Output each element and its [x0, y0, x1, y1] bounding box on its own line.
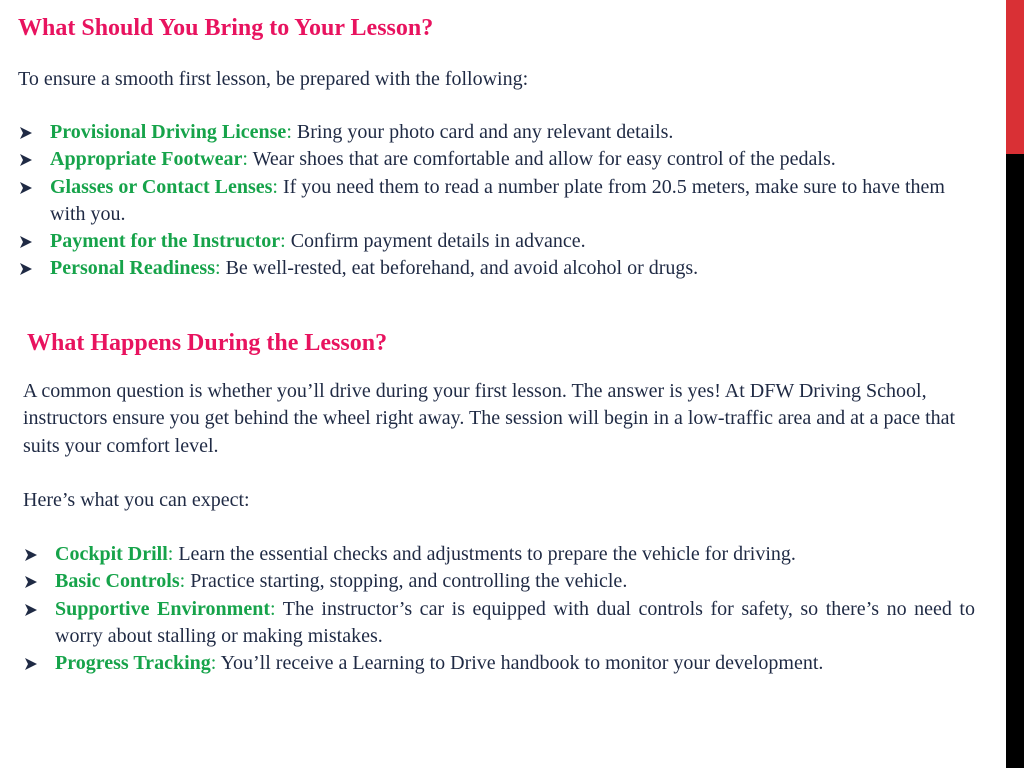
- lesson-paragraph: A common question is whether you’ll drive during your first lesson. The answer is yes! At DFW Driving School, instructors ensure you get behind the wheel right away. The session will begin in a low-traffic area and at a pace that suits your comfort level.: [23, 380, 956, 457]
- item-term: Cockpit Drill: [55, 543, 168, 565]
- arrow-bullet-icon: [25, 549, 37, 561]
- list-item: Provisional Driving License: Bring your photo card and any relevant details.: [18, 119, 980, 146]
- arrow-bullet-icon: [20, 182, 32, 194]
- arrow-bullet-icon: [25, 658, 37, 670]
- item-text: Learn the essential checks and adjustments to prepare the vehicle for driving.: [173, 543, 796, 565]
- item-text: The instructor’s car is equipped with dual controls for safety, so there’s no need to worry about stalling or making mistakes.: [55, 597, 975, 647]
- side-bar: [1006, 0, 1024, 768]
- list-item: Glasses or Contact Lenses: If you need them to read a number plate from 20.5 meters, make sure to have them with you.: [18, 174, 980, 229]
- intro-text: To ensure a smooth first lesson, be prepared with the following:: [18, 68, 529, 90]
- list-item: Appropriate Footwear: Wear shoes that are comfortable and allow for easy control of the pedals.: [18, 146, 980, 173]
- list-item: Supportive Environment: The instructor’s car is equipped with dual controls for safety, so there’s no need to worry about stalling or making mistakes.: [23, 596, 975, 651]
- section-title-happens: What Happens During the Lesson?: [27, 330, 388, 356]
- item-text: If you need them to read a number plate from 20.5 meters, make sure to have them with you.: [50, 175, 945, 225]
- item-text: Bring your photo card and any relevant details.: [291, 121, 674, 143]
- item-text: Confirm payment details in advance.: [285, 230, 586, 253]
- list-item: Progress Tracking: You’ll receive a Learning to Drive handbook to monitor your development.: [23, 650, 975, 677]
- list-item: Payment for the Instructor: Confirm payment details in advance.: [18, 228, 980, 255]
- arrow-bullet-icon: [20, 236, 32, 248]
- item-term: Basic Controls: [55, 570, 180, 593]
- arrow-bullet-icon: [25, 604, 37, 616]
- item-term: Personal Readiness: [50, 257, 215, 280]
- arrow-bullet-icon: [20, 154, 32, 166]
- item-text: Be well-rested, eat beforehand, and avoid alcohol or drugs.: [220, 257, 699, 280]
- item-term: Appropriate Footwear: [50, 148, 243, 171]
- expect-list: [23, 541, 975, 677]
- bring-list: [18, 119, 980, 283]
- list-item: Cockpit Drill: Learn the essential checks and adjustments to prepare the vehicle for driving.: [23, 541, 975, 568]
- list-item: Personal Readiness: Be well-rested, eat beforehand, and avoid alcohol or drugs.: [18, 255, 980, 282]
- item-text: You’ll receive a Learning to Drive handbook to monitor your development.: [216, 652, 824, 675]
- item-term: Payment for the Instructor: [50, 230, 281, 253]
- item-term: Progress Tracking: [55, 652, 211, 675]
- expect-text: Here’s what you can expect:: [23, 489, 250, 511]
- item-text: Practice starting, stopping, and controlling the vehicle.: [185, 570, 628, 593]
- arrow-bullet-icon: [25, 576, 37, 588]
- section-title-bring: What Should You Bring to Your Lesson?: [18, 15, 434, 41]
- list-item: Basic Controls: Practice starting, stopping, and controlling the vehicle.: [23, 568, 975, 595]
- arrow-bullet-icon: [20, 263, 32, 275]
- item-term: Glasses or Contact Lenses: [50, 175, 273, 198]
- arrow-bullet-icon: [20, 127, 32, 139]
- side-bar-accent: [1006, 0, 1024, 154]
- item-term: Supportive Environment: [55, 597, 270, 620]
- item-term: Provisional Driving License: [50, 121, 287, 143]
- item-text: Wear shoes that are comfortable and allow for easy control of the pedals.: [247, 148, 836, 171]
